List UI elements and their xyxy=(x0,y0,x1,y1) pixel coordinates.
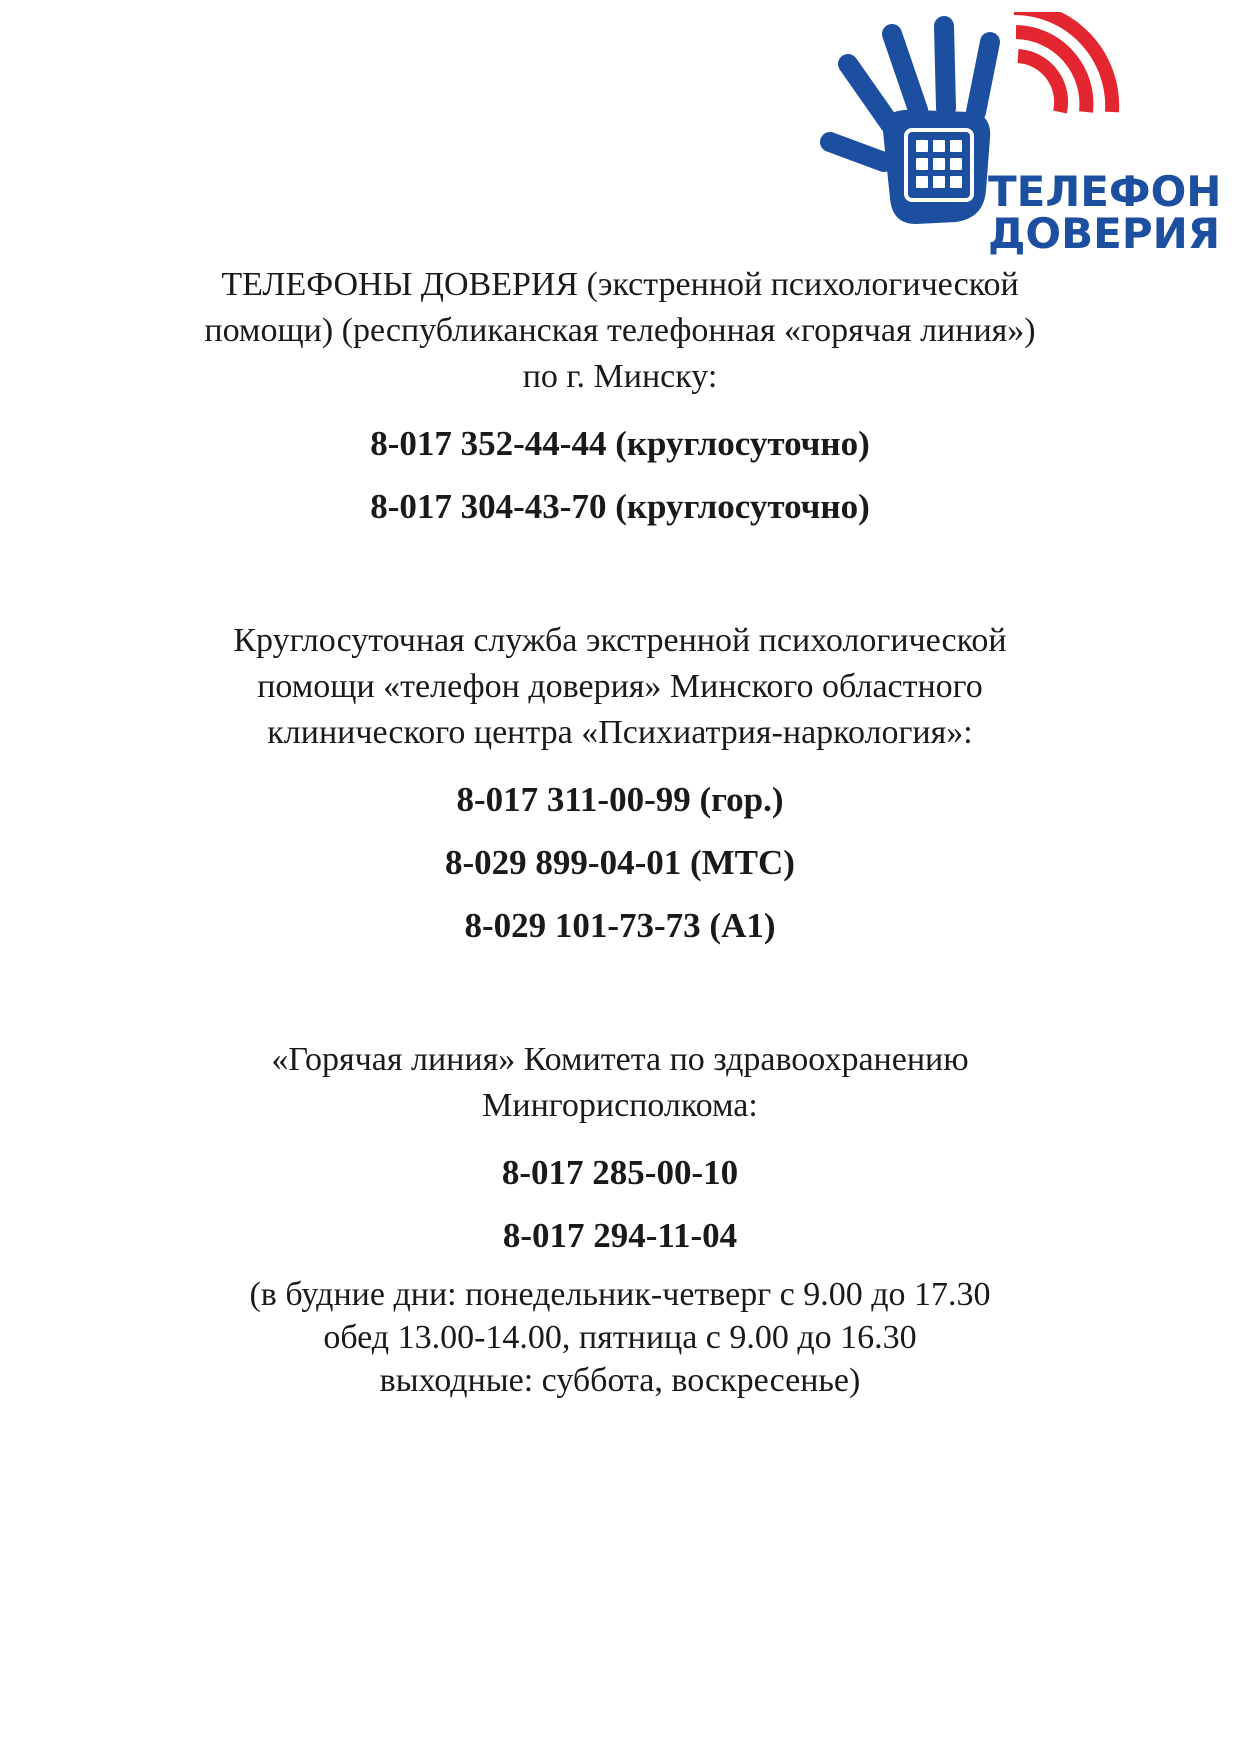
section3-line: «Горячая линия» Комитета по здравоохранению xyxy=(271,1041,969,1078)
section2-phones xyxy=(0,768,1240,957)
section1-line: по г. Минску: xyxy=(522,358,718,395)
phone-number: 8-017 294-11-04 xyxy=(502,1216,738,1255)
phone-number: 8-029 101-73-73 (А1) xyxy=(464,906,776,945)
section1-line: помощи) (республиканская телефонная «горячая линия») xyxy=(204,312,1036,349)
section2-line: Круглосуточная служба экстренной психологической xyxy=(233,622,1007,659)
section3-heading xyxy=(120,1037,1120,1129)
hours-line: выходные: суббота, воскресенье) xyxy=(379,1362,861,1399)
working-hours xyxy=(0,1273,1240,1402)
hours-line: обед 13.00-14.00, пятница с 9.00 до 16.30 xyxy=(323,1319,917,1356)
section1-heading xyxy=(120,262,1120,400)
phone-number: 8-029 899-04-01 (МТС) xyxy=(445,843,795,882)
section1-line: ТЕЛЕФОНЫ ДОВЕРИЯ (экстренной психологической xyxy=(221,266,1019,303)
logo-text-line2: ДОВЕРИЯ xyxy=(988,209,1221,258)
spacer xyxy=(0,957,1240,1037)
phone-number: 8-017 352-44-44 (круглосуточно) xyxy=(370,424,870,463)
hand-phone-logo-icon xyxy=(820,12,1230,262)
section1-phones xyxy=(0,412,1240,538)
phone-number: 8-017 285-00-10 xyxy=(501,1153,739,1192)
document-body xyxy=(0,262,1240,1402)
section2-line: помощи «телефон доверия» Минского областного xyxy=(257,668,983,705)
section3-phones xyxy=(0,1141,1240,1267)
telefon-doveriya-logo xyxy=(820,12,1230,262)
phone-number: 8-017 304-43-70 (круглосуточно) xyxy=(370,487,870,526)
logo-text-line1: ТЕЛЕФОН xyxy=(988,167,1222,216)
phone-number: 8-017 311-00-99 (гор.) xyxy=(456,780,784,819)
spacer xyxy=(0,538,1240,618)
hours-line: (в будние дни: понедельник-четверг с 9.00 до 17.30 xyxy=(249,1276,991,1313)
section2-heading xyxy=(120,618,1120,756)
section2-line: клинического центра «Психиатрия-наркология»: xyxy=(267,714,973,751)
section3-line: Мингорисполкома: xyxy=(482,1087,758,1124)
